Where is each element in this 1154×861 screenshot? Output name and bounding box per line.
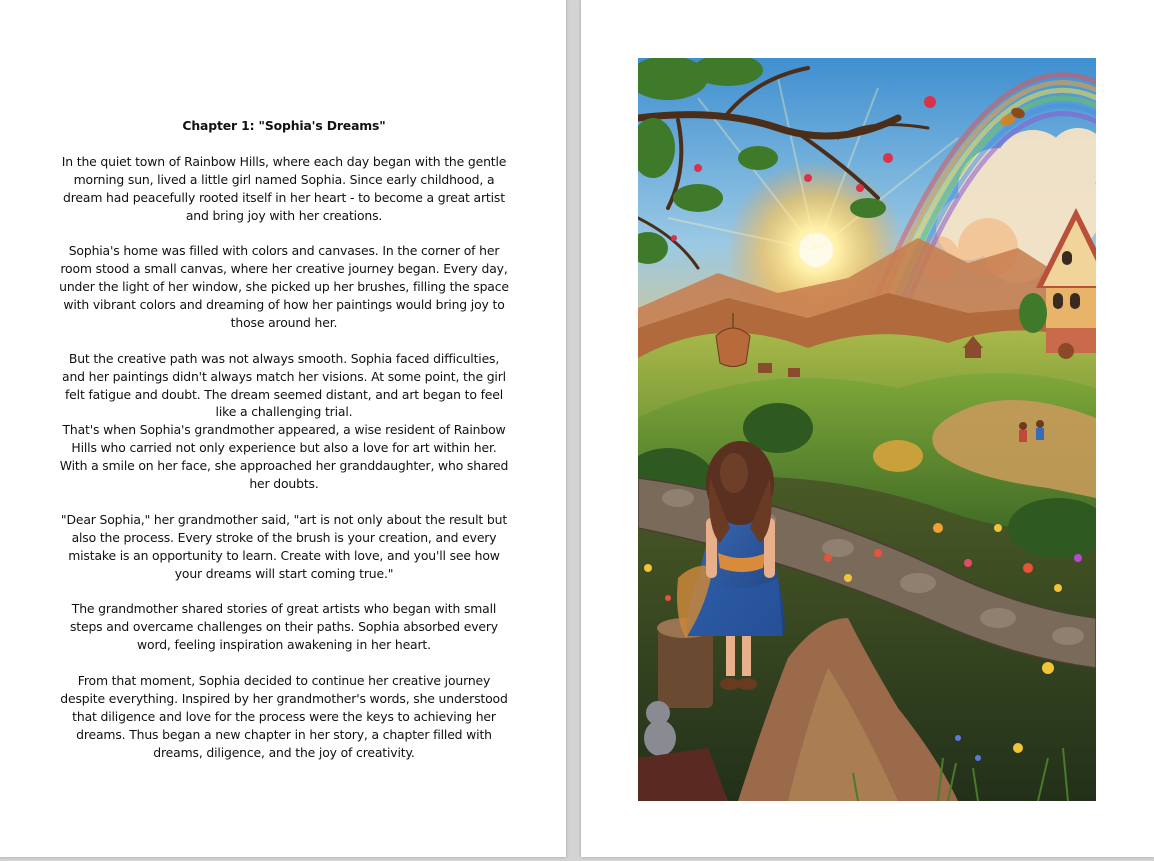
chapter-text <box>56 117 512 779</box>
right-page <box>581 0 1154 857</box>
paragraph-7: From that moment, Sophia decided to continue her creative journey despite everything. Inspired by her grandmother's words, she understood that diligence and love for the process were the keys to achieving her dreams. Thus began a new chapter in her story, a chapter filled with dreams, diligence, and the joy of creativity. <box>60 673 508 760</box>
paragraph-4: That's when Sophia's grandmother appeared, a wise resident of Rainbow Hills who carried not only experience but also a love for art within her. With a smile on her face, she approached her granddaughter, who shared her doubts. <box>59 422 509 492</box>
illustration-painting <box>638 58 1096 801</box>
paragraph-1: In the quiet town of Rainbow Hills, where each day began with the gentle morning sun, lived a little girl named Sophia. Since early childhood, a dream had peacefully rooted itself in her heart - to become a great artist and bring joy with her creations. <box>61 153 507 223</box>
chapter-title: Chapter 1: "Sophia's Dreams" <box>182 118 386 133</box>
story-illustration <box>638 58 1096 801</box>
left-page <box>0 0 566 857</box>
paragraph-3: But the creative path was not always smooth. Sophia faced difficulties, and her paintings didn't always match her visions. At some point, the girl felt fatigue and doubt. The dream seemed distant, and art began to feel like a challenging trial. <box>62 350 506 420</box>
paragraph-2: Sophia's home was filled with colors and canvases. In the corner of her room stood a small canvas, where her creative journey began. Every day, under the light of her window, she picked up her brushes, filling the space with vibrant colors and dreaming of how her paintings would bring joy to those around her. <box>59 243 509 330</box>
paragraph-5: "Dear Sophia," her grandmother said, "art is not only about the result but also the process. Every stroke of the brush is your creation, and every mistake is an opportunity to learn. Create with love, and you'll see how your dreams will start coming true." <box>60 511 508 581</box>
paragraph-6: The grandmother shared stories of great artists who began with small steps and overcame challenges on their paths. Sophia absorbed every word, feeling inspiration awakening in her heart. <box>69 601 498 653</box>
